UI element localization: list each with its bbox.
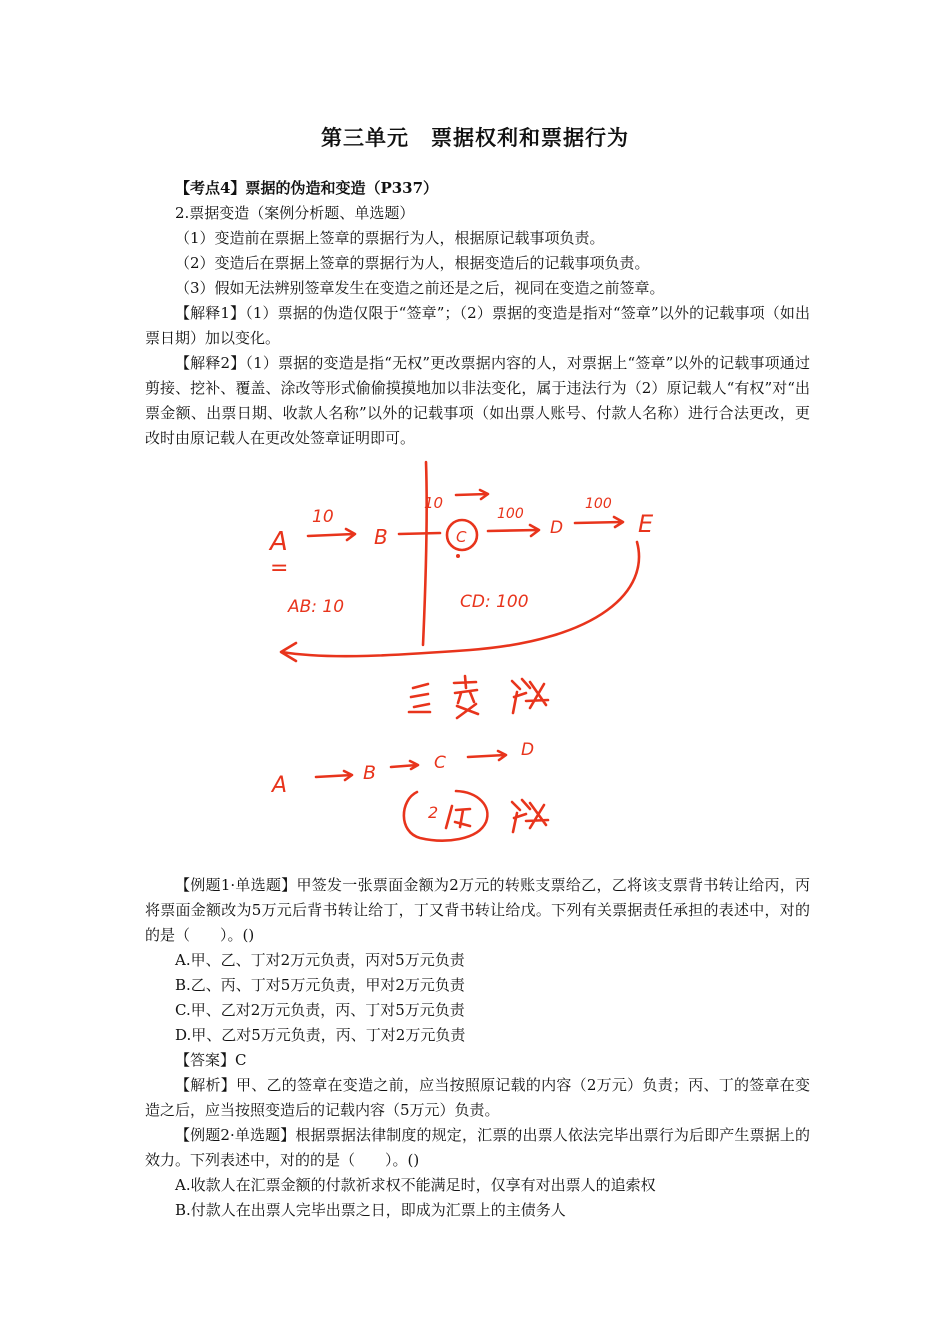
analysis-label: 【解析】: [175, 1076, 237, 1094]
rule-3: （3）假如无法辨别签章发生在变造之前还是之后，视同在变造之前签章。: [175, 279, 665, 297]
note-2-label: 【解释2】: [175, 354, 246, 372]
line-b-c: [399, 533, 440, 534]
analysis-text: 甲、乙的签章在变造之前，应当按照原记载的内容（2万元）负责；丙、丁的签章在变造之后，应当按照变造后的记载内容（5万元）负责。: [145, 1076, 810, 1119]
node-a: A: [270, 527, 288, 557]
node-a-2: A: [272, 773, 288, 798]
example-2-label: 【例题2·单选题】: [175, 1126, 296, 1144]
example-2-option-b: B.付款人在出票人完毕出票之日，即成为汇票上的主债务人: [175, 1201, 566, 1219]
node-c-dot: [456, 554, 460, 558]
circle-number: 2: [428, 803, 439, 822]
label-cd: CD: 100: [460, 592, 529, 612]
page-title: 第三单元 票据权利和票据行为: [321, 126, 629, 150]
section-heading: 【考点4】票据的伪造和变造（P337）: [175, 179, 439, 197]
node-b-2: B: [363, 762, 377, 784]
arrow-bc-top: [456, 490, 488, 499]
amount-de: 100: [585, 496, 612, 512]
example-1-option-c: C.甲、乙对2万元负责，丙、丁对5万元负责: [175, 1001, 465, 1019]
amount-bc: 10: [424, 494, 444, 512]
glyph-qian: [512, 679, 548, 713]
note-1-label: 【解释1】: [175, 304, 246, 322]
mark-c: [409, 684, 430, 712]
example-1-option-a: A.甲、乙、丁对2万元负责，丙对5万元负责: [175, 951, 465, 969]
arrow-b-c-2: [391, 761, 418, 769]
rule-1: （1）变造前在票据上签章的票据行为人，根据原记载事项负责。: [175, 229, 605, 247]
example-1-text: 甲签发一张票面金额为2万元的转账支票给乙，乙将该支票背书转让给丙，丙将票面金额改为5万元后背书转让给丁，丁又背书转让给戊。下列有关票据责任承担的表述中，对的的是（ ）。(): [145, 876, 810, 944]
example-1-stem: [145, 873, 810, 948]
node-b: B: [374, 525, 388, 549]
example-1-option-b: B.乙、丙、丁对5万元负责，甲对2万元负责: [175, 976, 465, 994]
arrow-a-b: [308, 529, 355, 540]
example-1-label: 【例题1·单选题】: [175, 876, 297, 894]
rule-2: （2）变造后在票据上签章的票据行为人，根据变造后的记载事项负责。: [175, 254, 650, 272]
node-c: C: [456, 528, 467, 546]
amount-ab: 10: [312, 507, 334, 527]
glyph-wei: [446, 806, 470, 828]
section-subheading: 2.票据变造（案例分析题、单选题）: [175, 204, 415, 222]
amount-cd: 100: [497, 506, 524, 522]
example-1-option-d: D.甲、乙对5万元负责，丙、丁对2万元负责: [175, 1026, 466, 1044]
example-2-text: 根据票据法律制度的规定，汇票的出票人依法完毕出票行为后即产生票据上的效力。下列表述中，对的的是（ ）。(): [145, 1126, 810, 1169]
note-1-text: （1）票据的伪造仅限于“签章”；（2）票据的变造是指对“签章”以外的记载事项（如出票日期）加以变化。: [145, 304, 811, 347]
label-ab: AB: 10: [288, 597, 345, 617]
example-1-answer: [145, 1048, 810, 1073]
arrow-c-d: [488, 525, 539, 536]
arrow-a-b-2: [316, 771, 352, 780]
vertical-divider: [423, 462, 427, 645]
answer-value: C: [235, 1051, 247, 1069]
glyph-qian-2: [512, 800, 548, 832]
answer-label: 【答案】: [175, 1051, 236, 1069]
node-d: D: [550, 518, 564, 538]
node-c-2: C: [434, 753, 446, 773]
node-e: E: [638, 510, 654, 538]
eq-mark: =: [270, 556, 289, 581]
example-2-option-a: A.收款人在汇票金额的付款祈求权不能满足时，仅享有对出票人的追索权: [175, 1176, 656, 1194]
note-2-text: （1）票据的变造是指“无权”更改票据内容的人，对票据上“签章”以外的记载事项通过剪接、挖补、覆盖、涂改等形式偷偷摸摸地加以非法变化，属于违法行为（2）原记载人“有权”对“出票金额、出票日期、收款人名称”以外的记载事项（如出票人账号、付款人名称）进行合法更改，更改时由原记载人在更改处签章证明即可。: [145, 354, 810, 447]
arrow-d-e: [575, 517, 623, 527]
circle-mark: [404, 791, 488, 841]
glyph-bian: [454, 676, 478, 718]
example-1-analysis: [145, 1073, 810, 1123]
node-d-2: D: [521, 740, 535, 760]
arrow-c-d-2: [468, 751, 506, 760]
example-2-stem: [145, 1123, 810, 1173]
examples-body: [145, 873, 810, 1223]
